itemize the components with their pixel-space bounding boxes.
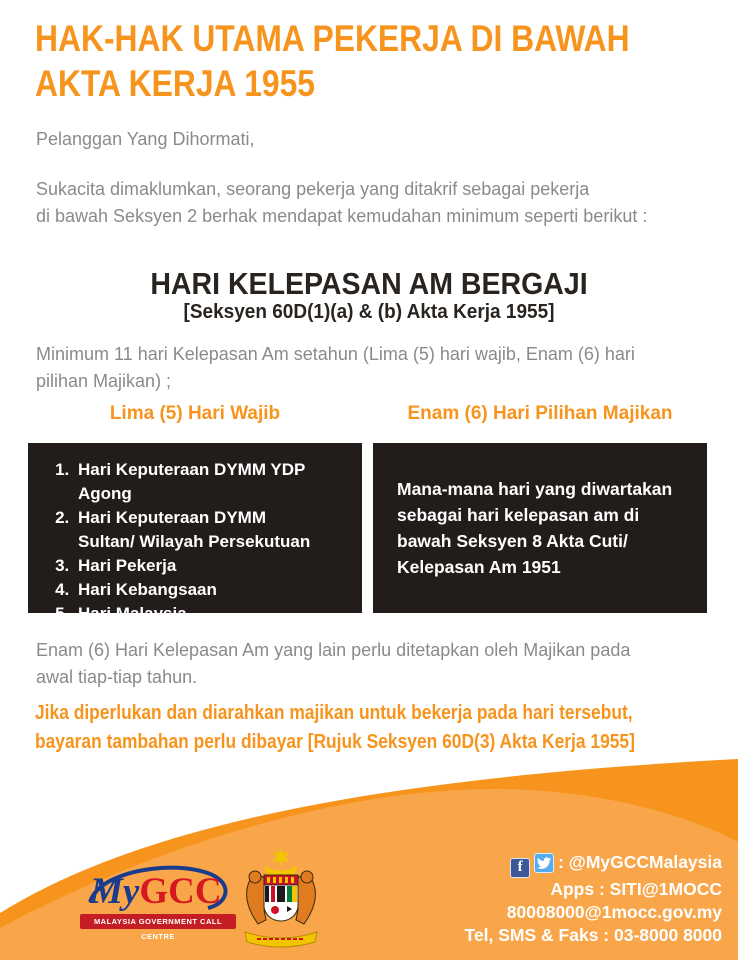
- social-row: [465, 851, 722, 878]
- salutation: Pelanggan Yang Dihormati,: [36, 129, 255, 149]
- facebook-icon: f: [510, 858, 530, 878]
- intro-paragraph: [36, 176, 647, 230]
- column-header-employer-choice-days: Enam (6) Hari Pilihan Majikan: [407, 403, 673, 424]
- note-line1: Minimum 11 hari Kelepasan Am setahun (Lima (5) hari wajib, Enam (6) hari: [36, 344, 635, 364]
- contact-block: [465, 851, 722, 947]
- intro-line2: di bawah Seksyen 2 berhak mendapat kemudahan minimum seperti berikut :: [36, 206, 648, 226]
- closing-line2: awal tiap-tiap tahun.: [36, 667, 198, 687]
- warning-text: [35, 699, 635, 757]
- twitter-icon: [534, 853, 554, 873]
- mygcc-logo-gcc: GCC: [139, 871, 222, 912]
- holiday-list-item: 1. Hari Keputeraan DYMM YDP Agong: [74, 458, 326, 506]
- warning-line1: Jika diperlukan dan diarahkan majikan untuk bekerja pada hari tersebut,: [35, 702, 633, 724]
- closing-paragraph: [36, 637, 630, 691]
- holiday-list-item: 4. Hari Kebangsaan: [74, 578, 326, 602]
- section-subheading: [Seksyen 60D(1)(a) & (b) Akta Kerja 1955]: [183, 301, 555, 323]
- mygcc-logo-text: [90, 872, 222, 912]
- social-handle: : @MyGCCMalaysia: [558, 852, 722, 872]
- note-paragraph: [36, 341, 635, 395]
- column-header-mandatory-days: Lima (5) Hari Wajib: [109, 403, 281, 424]
- holiday-list-item: 2. Hari Keputeraan DYMM Sultan/ Wilayah Persekutuan: [74, 506, 326, 554]
- poster-title: [35, 16, 630, 106]
- mygcc-logo-tagline: MALAYSIA GOVERNMENT CALL CENTRE: [80, 914, 236, 929]
- footer: [0, 750, 738, 960]
- gazetted-days-text: Mana-mana hari yang diwartakan sebagai hari kelepasan am di bawah Seksyen 8 Akta Cuti/ Kelepasan Am 1951: [397, 479, 673, 577]
- holiday-list: [28, 458, 326, 626]
- holiday-list-item: 5. Hari Malaysia: [74, 602, 326, 626]
- intro-line1: Sukacita dimaklumkan, seorang pekerja yang ditakrif sebagai pekerja: [36, 179, 590, 199]
- mygcc-logo-my: My: [90, 871, 140, 912]
- closing-line1: Enam (6) Hari Kelepasan Am yang lain perlu ditetapkan oleh Majikan pada: [36, 640, 631, 660]
- gazetted-days-panel: [373, 443, 707, 613]
- mandatory-holidays-panel: [28, 443, 362, 623]
- tel-line: Tel, SMS & Faks : 03-8000 8000: [464, 925, 722, 945]
- note-line2: pilihan Majikan) ;: [36, 371, 172, 391]
- apps-line: Apps : SITI@1MOCC: [550, 879, 722, 899]
- holiday-list-item: 3. Hari Pekerja: [74, 554, 326, 578]
- section-heading: HARI KELEPASAN AM BERGAJI: [150, 266, 588, 301]
- poster-title-line1: HAK-HAK UTAMA PEKERJA DI BAWAH: [35, 18, 630, 59]
- warning-line2: bayaran tambahan perlu dibayar [Rujuk Seksyen 60D(3) Akta Kerja 1955]: [35, 731, 635, 753]
- malaysia-coat-of-arms-icon: [239, 846, 323, 952]
- mygcc-logo: [80, 856, 236, 950]
- poster-title-line2: AKTA KERJA 1955: [35, 63, 315, 104]
- email-line: 80008000@1mocc.gov.my: [506, 902, 722, 922]
